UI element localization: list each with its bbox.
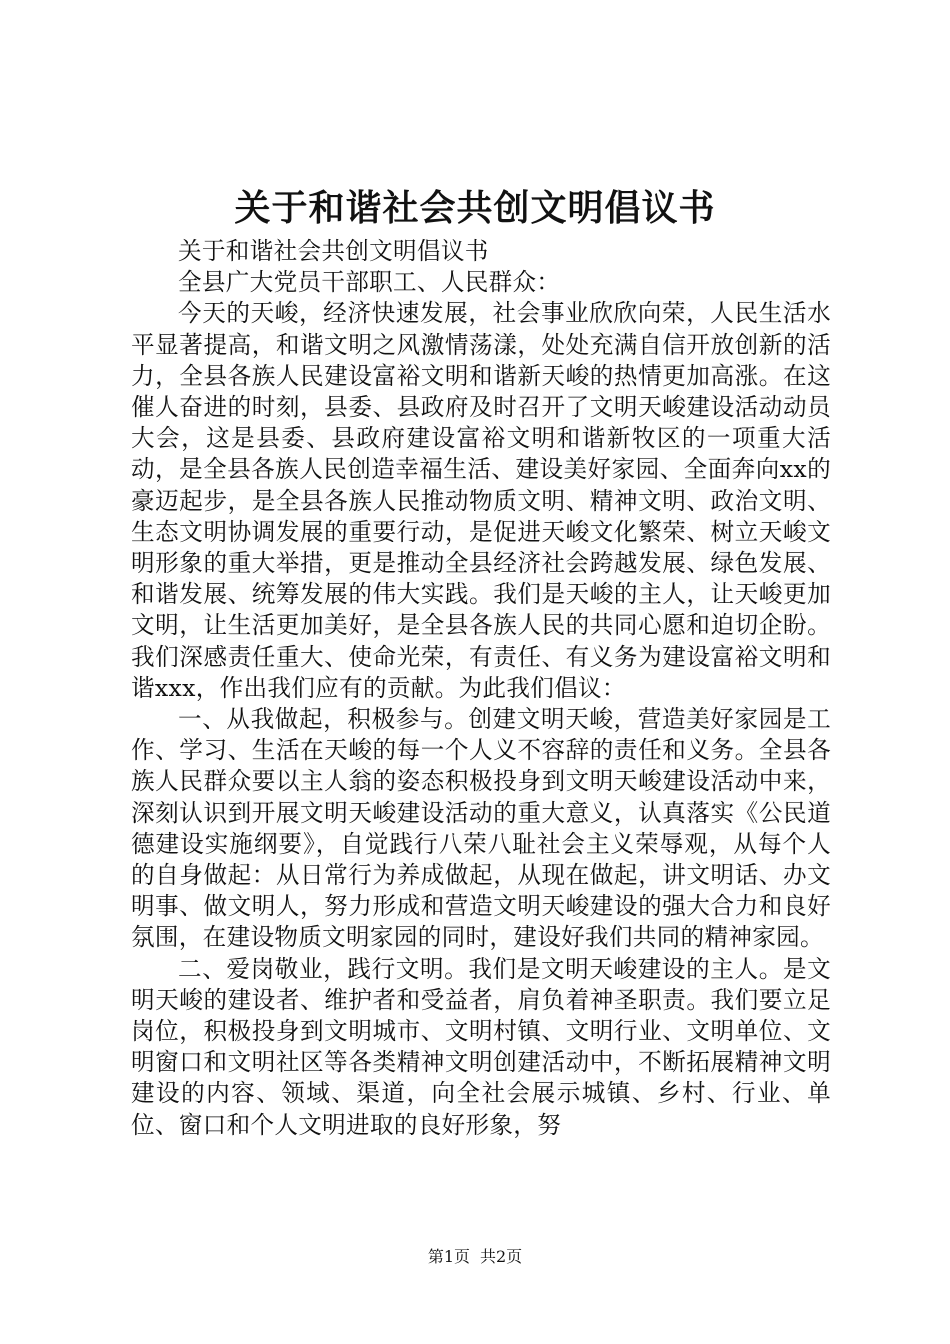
page-total: 共2页: [480, 1247, 523, 1266]
paragraph-salutation: 全县广大党员干部职工、人民群众：: [178, 268, 561, 297]
page-number: 第1页: [427, 1247, 470, 1266]
paragraph-point-two: 二、爱岗敬业，践行文明。我们是文明天峻建设的主人。是文明天峻的建设者、维护者和受益者，肩负着神圣职责。我们要立足岗位，积极投身到文明城市、文明村镇、文明行业、文明单位、文明窗口和文明社区等各类精神文明创建活动中，不断拓展精神文明建设的内容、领域、渠道，向全社会展示城镇、乡村、行业、单位、窗口和个人文明进取的良好形象，努: [131, 954, 831, 1139]
paragraph-point-one: 一、从我做起，积极参与。创建文明天峻，营造美好家园是工作、学习、生活在天峻的每一个人义不容辞的责任和义务。全县各族人民群众要以主人翁的姿态积极投身到文明天峻建设活动中来，深刻认识到开展文明天峻建设活动的重大意义，认真落实《公民道德建设实施纲要》，自觉践行八荣八耻社会主义荣辱观，从每个人的自身做起：从日常行为养成做起，从现在做起，讲文明话、办文明事、做文明人，努力形成和营造文明天峻建设的强大合力和良好氛围，在建设物质文明家园的同时，建设好我们共同的精神家园。: [131, 705, 831, 952]
document-title: 关于和谐社会共创文明倡议书: [234, 187, 716, 229]
paragraph-heading: 关于和谐社会共创文明倡议书: [178, 237, 489, 265]
document-body: [131, 236, 831, 1141]
page-footer: [0, 1245, 950, 1269]
paragraph-intro: 今天的天峻，经济快速发展，社会事业欣欣向荣，人民生活水平显著提高，和谐文明之风激情荡漾，处处充满自信开放创新的活力，全县各族人民建设富裕文明和谐新天峻的热情更加高涨。在这催人奋进的时刻，县委、县政府及时召开了文明天峻建设活动动员大会，这是县委、县政府建设富裕文明和谐新牧区的一项重大活动，是全县各族人民创造幸福生活、建设美好家园、全面奔向xx的豪迈起步，是全县各族人民推动物质文明、精神文明、政治文明、生态文明协调发展的重要行动，是促进天峻文化繁荣、树立天峻文明形象的重大举措，更是推动全县经济社会跨越发展、绿色发展、和谐发展、统筹发展的伟大实践。我们是天峻的主人，让天峻更加文明，让生活更加美好，是全县各族人民的共同心愿和迫切企盼。我们深感责任重大、使命光荣，有责任、有义务为建设富裕文明和谐xxx，作出我们应有的贡献。为此我们倡议：: [131, 299, 831, 702]
